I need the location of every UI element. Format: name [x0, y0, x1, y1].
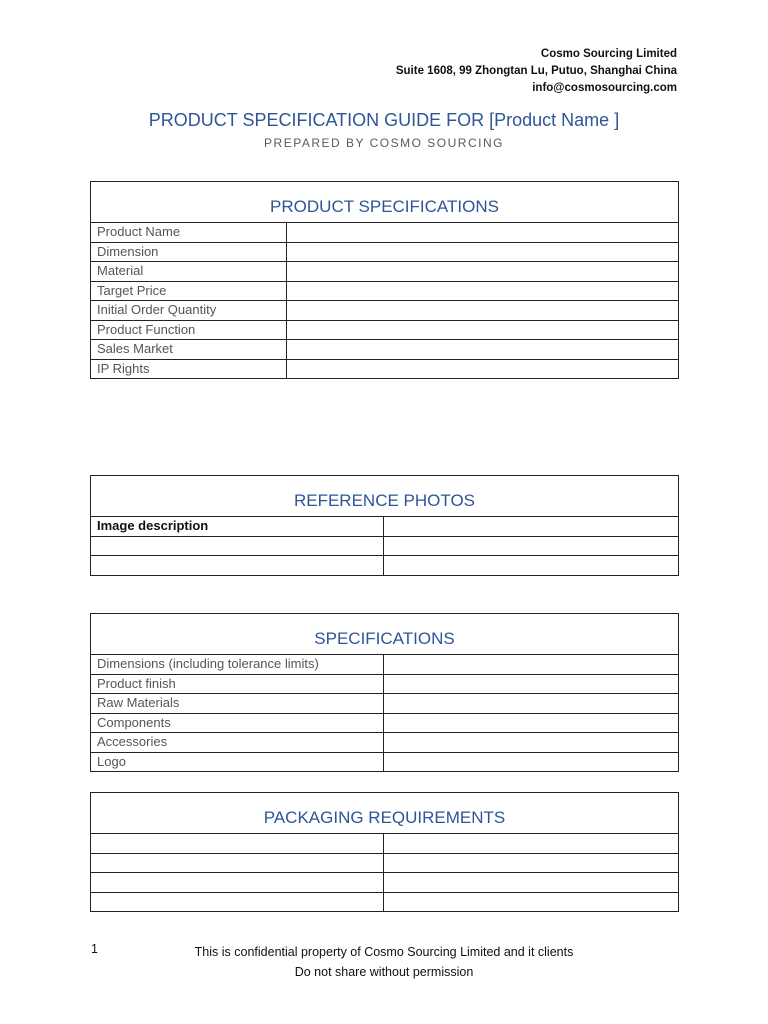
table-row — [91, 674, 679, 694]
row-label: Components — [91, 713, 384, 733]
table-row — [91, 320, 679, 340]
value-cell[interactable] — [384, 752, 679, 772]
company-address: Suite 1608, 99 Zhongtan Lu, Putuo, Shanghai China — [395, 65, 677, 77]
table-row — [91, 733, 679, 753]
row-label: Sales Market — [91, 340, 287, 360]
value-cell[interactable] — [384, 655, 679, 675]
table-row — [91, 713, 679, 733]
value-cell[interactable] — [384, 713, 679, 733]
value-cell[interactable] — [287, 301, 679, 321]
value-cell[interactable] — [384, 733, 679, 753]
table-row — [91, 752, 679, 772]
section-heading-product-specifications: PRODUCT SPECIFICATIONS — [91, 182, 679, 223]
row-label: Raw Materials — [91, 694, 384, 714]
table-row — [91, 223, 679, 243]
value-cell[interactable] — [384, 517, 679, 537]
row-label: Product finish — [91, 674, 384, 694]
value-cell[interactable] — [384, 536, 679, 556]
row-label: Accessories — [91, 733, 384, 753]
value-cell[interactable] — [287, 281, 679, 301]
value-cell[interactable] — [384, 853, 679, 873]
company-info — [396, 46, 677, 97]
document-title: PRODUCT SPECIFICATION GUIDE FOR [Product Name ] — [148, 110, 620, 130]
value-cell[interactable] — [91, 853, 384, 873]
table-row — [91, 556, 679, 576]
value-cell[interactable] — [91, 873, 384, 893]
row-label: Dimension — [91, 242, 287, 262]
document-subtitle: PREPARED BY COSMO SOURCING — [264, 136, 504, 150]
company-email: info@cosmosourcing.com — [532, 82, 677, 94]
value-cell[interactable] — [287, 223, 679, 243]
specifications-table — [90, 613, 679, 772]
reference-photos-table — [90, 475, 679, 576]
table-row — [91, 853, 679, 873]
row-label: Product Name — [91, 223, 287, 243]
value-cell[interactable] — [384, 873, 679, 893]
table-row — [91, 517, 679, 537]
table-row — [91, 281, 679, 301]
footer-notice — [0, 942, 768, 982]
table-row — [91, 340, 679, 360]
value-cell[interactable] — [384, 892, 679, 912]
table-row — [91, 262, 679, 282]
footer-permission-line: Do not share without permission — [294, 965, 474, 979]
row-label: Initial Order Quantity — [91, 301, 287, 321]
packaging-requirements-table — [90, 792, 679, 912]
table-row — [91, 873, 679, 893]
section-heading-specifications: SPECIFICATIONS — [91, 614, 679, 655]
value-cell[interactable] — [384, 694, 679, 714]
page-number: 1 — [91, 942, 98, 956]
value-cell[interactable] — [384, 556, 679, 576]
table-row — [91, 536, 679, 556]
value-cell[interactable] — [287, 262, 679, 282]
row-label: Material — [91, 262, 287, 282]
product-specifications-table — [90, 181, 679, 379]
section-heading-packaging-requirements: PACKAGING REQUIREMENTS — [91, 793, 679, 834]
value-cell[interactable] — [384, 674, 679, 694]
value-cell[interactable] — [287, 340, 679, 360]
value-cell[interactable] — [287, 320, 679, 340]
table-row — [91, 694, 679, 714]
row-label: Target Price — [91, 281, 287, 301]
company-name: Cosmo Sourcing Limited — [540, 48, 677, 60]
value-cell[interactable] — [287, 359, 679, 379]
row-label: Dimensions (including tolerance limits) — [91, 655, 384, 675]
value-cell[interactable] — [91, 536, 384, 556]
value-cell[interactable] — [384, 834, 679, 854]
value-cell[interactable] — [91, 892, 384, 912]
row-label: Logo — [91, 752, 384, 772]
value-cell[interactable] — [287, 242, 679, 262]
table-row — [91, 655, 679, 675]
table-row — [91, 242, 679, 262]
table-row — [91, 301, 679, 321]
row-label: IP Rights — [91, 359, 287, 379]
row-label: Product Function — [91, 320, 287, 340]
table-row — [91, 359, 679, 379]
table-row — [91, 892, 679, 912]
value-cell[interactable] — [91, 834, 384, 854]
section-heading-reference-photos: REFERENCE PHOTOS — [91, 476, 679, 517]
table-row — [91, 834, 679, 854]
column-label-image-description: Image description — [91, 517, 384, 537]
value-cell[interactable] — [91, 556, 384, 576]
footer-confidential-line: This is confidential property of Cosmo Sourcing Limited and it clients — [194, 945, 574, 959]
